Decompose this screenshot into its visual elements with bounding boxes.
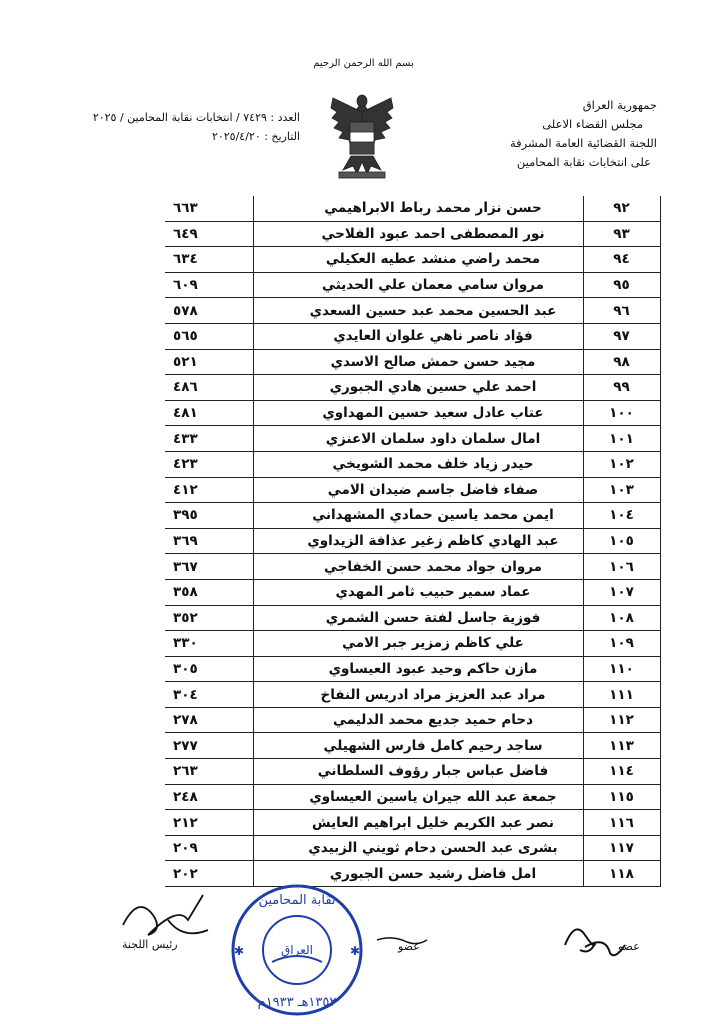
row-number: ١٠٧ (583, 579, 660, 605)
candidate-name: حيدر زياد خلف محمد الشويخي (253, 451, 583, 477)
row-number: ١٠٦ (583, 554, 660, 580)
row-number: ١١٦ (583, 810, 660, 836)
candidate-name: عبد الهادي كاظم زغير عذافة الزيداوي (253, 528, 583, 554)
chairman-label: رئيس اللجنة (122, 938, 178, 951)
vote-count: ٣٥٢ (165, 605, 253, 631)
vote-count: ٢٠٢ (165, 861, 253, 887)
row-number: ١٠٣ (583, 477, 660, 503)
candidate-name: امال سلمان داود سلمان الاعنزي (253, 426, 583, 452)
candidates-table (165, 196, 661, 887)
vote-count: ٥٢١ (165, 349, 253, 375)
vote-count: ٢٦٣ (165, 759, 253, 785)
iraq-eagle-emblem (329, 92, 395, 184)
candidate-name: امل فاضل رشيد حسن الجبوري (253, 861, 583, 887)
row-number: ١١١ (583, 682, 660, 708)
row-number: ١١٧ (583, 835, 660, 861)
table-row (165, 528, 660, 554)
row-number: ١٠١ (583, 426, 660, 452)
row-number: ١١٣ (583, 733, 660, 759)
table-row (165, 298, 660, 324)
candidate-name: مروان جواد محمد حسن الخفاجي (253, 554, 583, 580)
candidate-name: مازن حاكم وحيد عبود العيساوي (253, 656, 583, 682)
vote-count: ٢٤٨ (165, 784, 253, 810)
row-number: ١١٢ (583, 707, 660, 733)
table-row (165, 349, 660, 375)
vote-count: ٦٦٣ (165, 196, 253, 221)
basmala: بسم الله الرحمن الرحيم (313, 58, 414, 69)
reference-header (30, 108, 300, 146)
row-number: ١١٥ (583, 784, 660, 810)
issuer-line-elections: على انتخابات نقابة المحامين (516, 155, 651, 169)
candidate-name: مجيد حسن حمش صالح الاسدي (253, 349, 583, 375)
candidate-name: احمد علي حسين هادي الجبوري (253, 375, 583, 401)
vote-count: ٣٥٨ (165, 579, 253, 605)
issuer-line-country: جمهورية العراق (582, 98, 657, 112)
vote-count: ٣٠٤ (165, 682, 253, 708)
vote-count: ٣٠٥ (165, 656, 253, 682)
table-row (165, 323, 660, 349)
table-row (165, 426, 660, 452)
svg-text:✱: ✱ (349, 944, 361, 958)
vote-count: ٢٠٩ (165, 835, 253, 861)
reference-date: التاريخ : ٢٠٢٥/٤/٢٠ (211, 130, 300, 143)
vote-count: ٤٣٣ (165, 426, 253, 452)
seal-bottom-text: ١٣٥٢هـ ١٩٣٣م (257, 995, 337, 1010)
table-row (165, 784, 660, 810)
vote-count: ٤٢٣ (165, 451, 253, 477)
row-number: ١١٨ (583, 861, 660, 887)
candidate-name: فوزية جاسل لفتة حسن الشمري (253, 605, 583, 631)
row-number: ٩٣ (583, 221, 660, 247)
candidate-name: جمعة عبد الله جيران ياسين العيساوي (253, 784, 583, 810)
row-number: ٩٨ (583, 349, 660, 375)
reference-number: العدد : ٧٤٢٩ / انتخابات نقابة المحامين / ٢٠٢٥ (92, 111, 300, 124)
table-row (165, 272, 660, 298)
table-row (165, 247, 660, 273)
vote-count: ٢٧٨ (165, 707, 253, 733)
vote-count: ٦٠٩ (165, 272, 253, 298)
vote-count: ٤٨٦ (165, 375, 253, 401)
table-row (165, 656, 660, 682)
candidate-name: مروان سامي معمان علي الحديثي (253, 272, 583, 298)
table-row (165, 503, 660, 529)
table-row (165, 196, 660, 221)
row-number: ١١٤ (583, 759, 660, 785)
candidate-name: علي كاظم زمزير جبر الامي (253, 631, 583, 657)
bar-association-seal (222, 880, 372, 1020)
issuer-header (417, 96, 657, 172)
row-number: ١١٠ (583, 656, 660, 682)
candidate-name: نصر عبد الكريم خليل ابراهيم العايش (253, 810, 583, 836)
row-number: ٩٩ (583, 375, 660, 401)
candidate-name: ساجد رحيم كامل فارس الشهيلي (253, 733, 583, 759)
row-number: ١٠٠ (583, 400, 660, 426)
seal-top-text: نقابة المحامين (258, 893, 336, 908)
vote-count: ٦٣٤ (165, 247, 253, 273)
vote-count: ٥٧٨ (165, 298, 253, 324)
member-label-middle: عضو (398, 940, 420, 953)
candidate-name: محمد راضي منشد عطيه العكيلي (253, 247, 583, 273)
vote-count: ٢١٢ (165, 810, 253, 836)
issuer-line-council: مجلس القضاء الاعلى (542, 117, 643, 131)
candidate-name: حسن نزار محمد رباط الابراهيمي (253, 196, 583, 221)
row-number: ٩٦ (583, 298, 660, 324)
candidate-name: بشرى عبد الحسن دحام ثويني الزبيدي (253, 835, 583, 861)
table-row (165, 554, 660, 580)
candidate-name: عماد سمير حبيب ثامر المهدي (253, 579, 583, 605)
candidate-name: عتاب عادل سعيد حسين المهداوي (253, 400, 583, 426)
vote-count: ٥٦٥ (165, 323, 253, 349)
candidate-name: فاضل عباس جبار رؤوف السلطاني (253, 759, 583, 785)
row-number: ٩٧ (583, 323, 660, 349)
vote-count: ٤١٢ (165, 477, 253, 503)
row-number: ١٠٩ (583, 631, 660, 657)
table-row (165, 221, 660, 247)
candidate-name: صفاء فاضل جاسم ضيدان الامي (253, 477, 583, 503)
table-row (165, 579, 660, 605)
table-row (165, 682, 660, 708)
table-row (165, 451, 660, 477)
candidate-name: ايمن محمد ياسين حمادي المشهداني (253, 503, 583, 529)
table-row (165, 835, 660, 861)
issuer-line-committee: اللجنة القضائية العامة المشرفة (509, 136, 657, 150)
member-label-right: عضو (618, 940, 640, 953)
candidate-name: فؤاد ناصر ناهي علوان العايدي (253, 323, 583, 349)
candidate-name: عبد الحسين محمد عبد حسين السعدي (253, 298, 583, 324)
table-row (165, 375, 660, 401)
row-number: ١٠٢ (583, 451, 660, 477)
table-row (165, 707, 660, 733)
row-number: ٩٤ (583, 247, 660, 273)
candidate-name: نور المصطفى احمد عبود الفلاحي (253, 221, 583, 247)
svg-text:✱: ✱ (233, 944, 245, 958)
vote-count: ٢٧٧ (165, 733, 253, 759)
table-row (165, 759, 660, 785)
table-row (165, 631, 660, 657)
row-number: ١٠٤ (583, 503, 660, 529)
table-row (165, 477, 660, 503)
vote-count: ٤٨١ (165, 400, 253, 426)
row-number: ١٠٥ (583, 528, 660, 554)
vote-count: ٣٣٠ (165, 631, 253, 657)
vote-count: ٣٩٥ (165, 503, 253, 529)
table-row (165, 605, 660, 631)
seal-center-text: العراق (280, 943, 314, 957)
table-row (165, 733, 660, 759)
candidate-name: دحام حميد جديع محمد الدليمي (253, 707, 583, 733)
row-number: ١٠٨ (583, 605, 660, 631)
candidate-name: مراد عبد العزيز مراد ادريس النفاخ (253, 682, 583, 708)
vote-count: ٦٤٩ (165, 221, 253, 247)
vote-count: ٣٦٩ (165, 528, 253, 554)
vote-count: ٣٦٧ (165, 554, 253, 580)
row-number: ٩٥ (583, 272, 660, 298)
table-row (165, 810, 660, 836)
table-row (165, 400, 660, 426)
row-number: ٩٢ (583, 196, 660, 221)
